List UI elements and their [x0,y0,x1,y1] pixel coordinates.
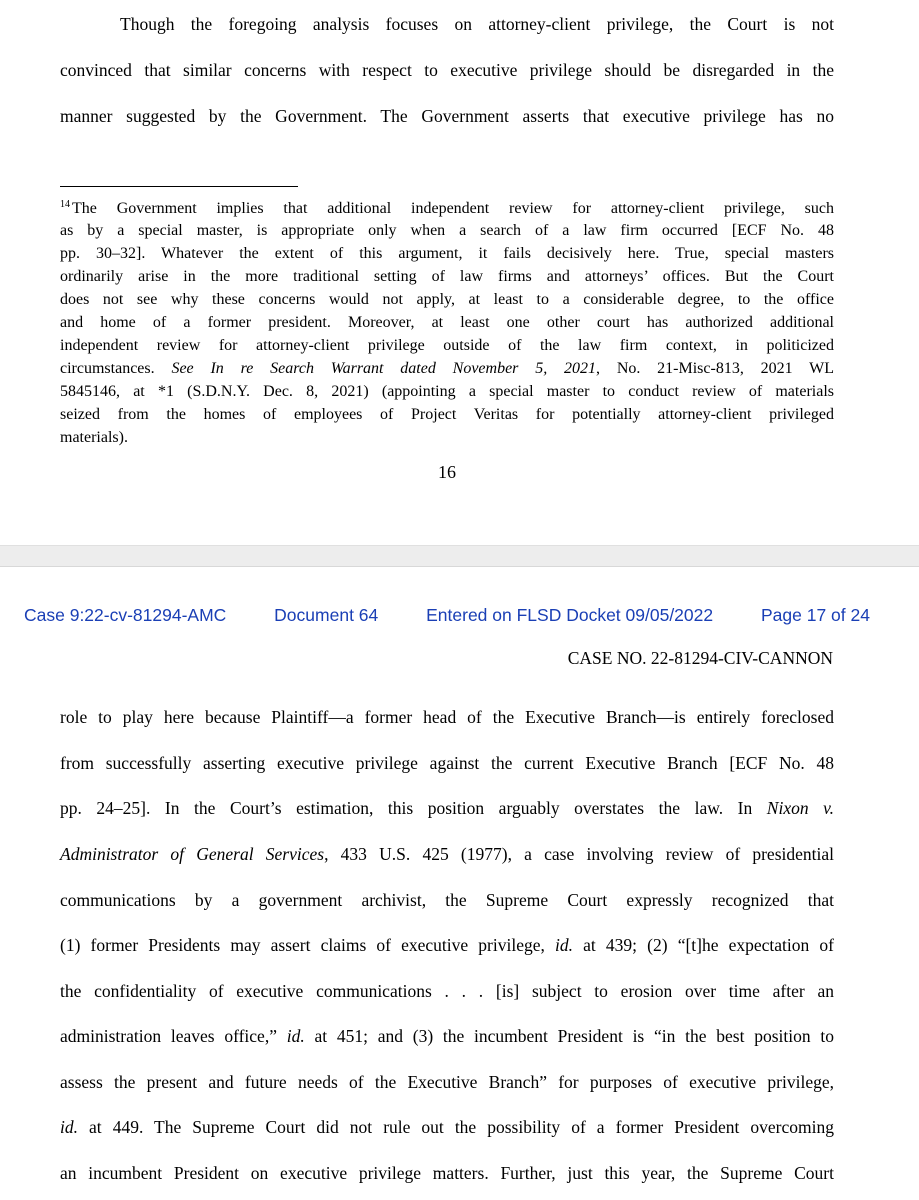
footnote-line: 5845146, at *1 (S.D.N.Y. Dec. 8, 2021) (appointing a special master to conduct review of materials [60,383,834,400]
body-line [60,844,834,865]
entered-date: Entered on FLSD Docket 09/05/2022 [426,605,714,625]
body-line: the confidentiality of executive communications . . . [is] subject to erosion over time after an [60,981,834,1001]
footnote-text: The Government implies that additional independent review for attorney-client privilege, such [72,200,834,217]
footnote-line: pp. 30–32]. Whatever the extent of this argument, it fails decisively here. True, special masters [60,245,834,262]
body-line: convinced that similar concerns with respect to executive privilege should be disregarded in the [60,60,834,80]
citation-italic: See In re Search Warrant dated November 5, 2021 [171,360,597,377]
body-line [60,1026,834,1047]
id-italic: id. [286,1026,305,1046]
case-name-italic: Nixon v. [766,798,834,818]
body-text: (1) former Presidents may assert claims of executive privilege, [60,935,556,955]
body-line [60,798,834,819]
body-line: manner suggested by the Government. The Government asserts that executive privilege has no [60,106,834,126]
footnote-line: independent review for attorney-client privilege outside of the law firm context, in politicized [60,337,834,354]
page-count: Page 17 of 24 [760,605,870,625]
footnote-text: circumstances. [60,360,172,377]
footnote-text: , No. 21-Misc-813, 2021 WL [596,360,835,377]
body-line: an incumbent President on executive privilege matters. Further, just this year, the Supreme Court [60,1163,834,1183]
document-number: Document 64 [274,605,379,625]
footnote-line [60,360,834,378]
body-text: at 451; and (3) the incumbent President is “in the best position to [304,1026,834,1046]
id-italic: id. [555,935,574,955]
case-number: CASE NO. 22-81294-CIV-CANNON [567,648,833,668]
footnote-line: ordinarily arise in the more traditional setting of law firms and attorneys’ offices. But the Court [60,268,834,285]
footnote-line [60,199,834,218]
footnote-separator [60,186,298,187]
footnote-line: and home of a former president. Moreover, at least one other court has authorized additional [60,314,834,331]
body-line [60,935,834,956]
body-line: communications by a government archivist, the Supreme Court expressly recognized that [60,890,834,910]
id-italic: id. [60,1117,78,1137]
footnote-line: materials). [60,429,128,446]
footnote-line: as by a special master, is appropriate only when a search of a law firm occurred [ECF No. 48 [60,222,834,239]
body-line: assess the present and future needs of the Executive Branch” for purposes of executive privilege, [60,1072,834,1092]
body-line: from successfully asserting executive privilege against the current Executive Branch [ECF No. 48 [60,753,834,773]
docket-header [24,605,870,626]
body-line [60,1117,834,1138]
body-text: , 433 U.S. 425 (1977), a case involving review of presidential [324,844,834,864]
body-text: at 449. The Supreme Court did not rule out the possibility of a former President overcoming [78,1117,834,1137]
body-line: Though the foregoing analysis focuses on attorney-client privilege, the Court is not [120,14,834,34]
footnote-line: seized from the homes of employees of Project Veritas for potentially attorney-client privileged [60,406,834,423]
page-break-gap [0,545,919,567]
body-text: pp. 24–25]. In the Court’s estimation, this position arguably overstates the law. In [60,798,767,818]
case-name-italic: Administrator of General Services [60,844,325,864]
footnote-number: 14 [60,199,70,210]
body-text: at 439; (2) “[t]he expectation of [573,935,834,955]
body-text: administration leaves office,” [60,1026,287,1046]
page-number: 16 [438,462,456,482]
footnote-line: does not see why these concerns would not apply, at least to a considerable degree, to the office [60,291,834,308]
body-line: role to play here because Plaintiff—a former head of the Executive Branch—is entirely foreclosed [60,707,834,727]
case-id: Case 9:22-cv-81294-AMC [24,605,227,625]
